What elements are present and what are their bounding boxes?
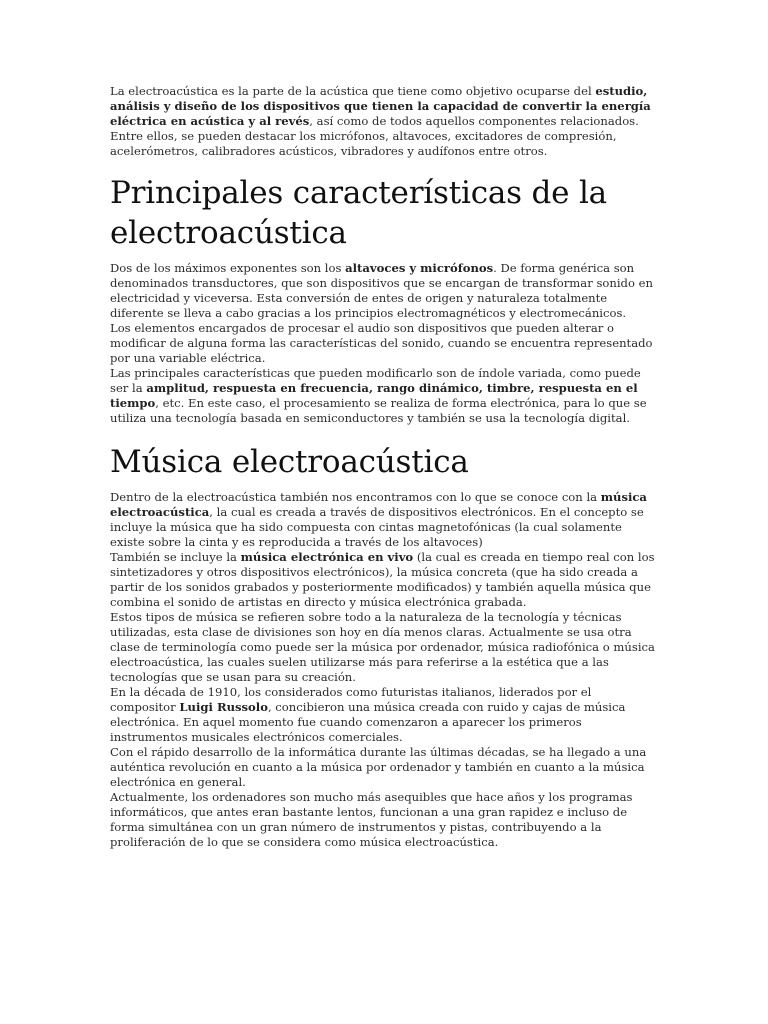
text-run: Dos de los máximos exponentes son los (110, 261, 346, 275)
text-run: Estos tipos de música se refieren sobre todo a la naturaleza de la tecnología y técnicas utilizadas, esta clase de divisiones son hoy en día menos claras. Actualmente se usa otra clase de terminología como puede ser la música por ordenador, música radiofónica o música electroacústica, las cuales suelen utilizarse más para referirse a la estética que a las tecnologías que se usan para su creación. (110, 610, 655, 684)
text-run: , concibieron una música creada con ruido y cajas de música electrónica. En aquel momento fue cuando comenzaron a aparecer los primeros instrumentos musicales electrónicos comerciales. (110, 700, 626, 744)
section-caracteristicas (110, 261, 660, 426)
text-run: , la cual es creada a través de dispositivos electrónicos. En el concepto se incluye la música que ha sido compuesta con cintas magnetofónicas (la cual solamente existe sobre la cinta y es reproducida a través de los altavoces) (110, 505, 644, 549)
paragraph (110, 321, 660, 366)
bold-text: música electrónica en vivo (240, 550, 414, 564)
text-run: La electroacústica es la parte de la acústica que tiene como objetivo ocuparse del (110, 84, 596, 98)
text-run: Las principales características que pueden modificarlo son de índole variada, como puede ser la (110, 366, 641, 395)
paragraph (110, 685, 660, 745)
bold-text: amplitud, respuesta en frecuencia, rango dinámico, timbre, respuesta en el tiempo (110, 381, 638, 410)
paragraph (110, 745, 660, 790)
document-page (110, 84, 660, 850)
paragraph (110, 610, 660, 685)
text-run: Actualmente, los ordenadores son mucho más asequibles que hace años y los programas informáticos, que antes eran bastante lentos, funcionan a una gran rapidez e incluso de forma simultánea con un gran número de instrumentos y pistas, contribuyendo a la proliferación de lo que se considera como música electroacústica. (110, 790, 633, 849)
heading-principales-caracteristicas: Principales características de la electroacústica (110, 175, 607, 251)
text-run: . De forma genérica son denominados transductores, que son dispositivos que se encargan de transformar sonido en electricidad y viceversa. Esta conversión de entes de origen y naturaleza totalmente diferente se lleva a cabo gracias a los principios electromagnéticos y electromecánicos. (110, 261, 653, 320)
heading-musica-electroacustica: Música electroacústica (110, 444, 469, 480)
text-run: En la década de 1910, los considerados como futuristas italianos, liderados por el compositor (110, 685, 592, 714)
text-run: , así como de todos aquellos componentes relacionados. Entre ellos, se pueden destacar los micrófonos, altavoces, excitadores de compresión, acelerómetros, calibradores acústicos, vibradores y audífonos entre otros. (110, 114, 639, 158)
intro-paragraph (110, 84, 660, 159)
text-run: , etc. En este caso, el procesamiento se realiza de forma electrónica, para lo que se utiliza una tecnología basada en semiconductores y también se usa la tecnología digital. (110, 396, 647, 425)
paragraph (110, 261, 660, 321)
paragraph (110, 790, 660, 850)
text-run: Los elementos encargados de procesar el audio son dispositivos que pueden alterar o modificar de alguna forma las características del sonido, cuando se encuentra representado por una variable eléctrica. (110, 321, 653, 365)
bold-text: Luigi Russolo (179, 700, 268, 714)
bold-text: música electroacústica (110, 490, 647, 519)
section-musica (110, 490, 660, 850)
text-run: Dentro de la electroacústica también nos encontramos con lo que se conoce con la (110, 490, 601, 504)
text-run: (la cual es creada en tiempo real con los sintetizadores y otros dispositivos electrónicos), la música concreta (que ha sido creada a partir de los sonidos grabados y posteriormente modificados) y también aquella música que combina el sonido de artistas en directo y música electrónica grabada. (110, 550, 655, 609)
paragraph (110, 490, 660, 550)
bold-text: altavoces y micrófonos (345, 261, 494, 275)
bold-text: estudio, análisis y diseño de los dispositivos que tienen la capacidad de convertir la energía eléctrica en acústica y al revés (110, 84, 651, 128)
paragraph (110, 550, 660, 610)
text-run: Con el rápido desarrollo de la informática durante las últimas décadas, se ha llegado a una auténtica revolución en cuanto a la música por ordenador y también en cuanto a la música electrónica en general. (110, 745, 647, 789)
paragraph (110, 366, 660, 426)
text-run: También se incluye la (110, 550, 241, 564)
